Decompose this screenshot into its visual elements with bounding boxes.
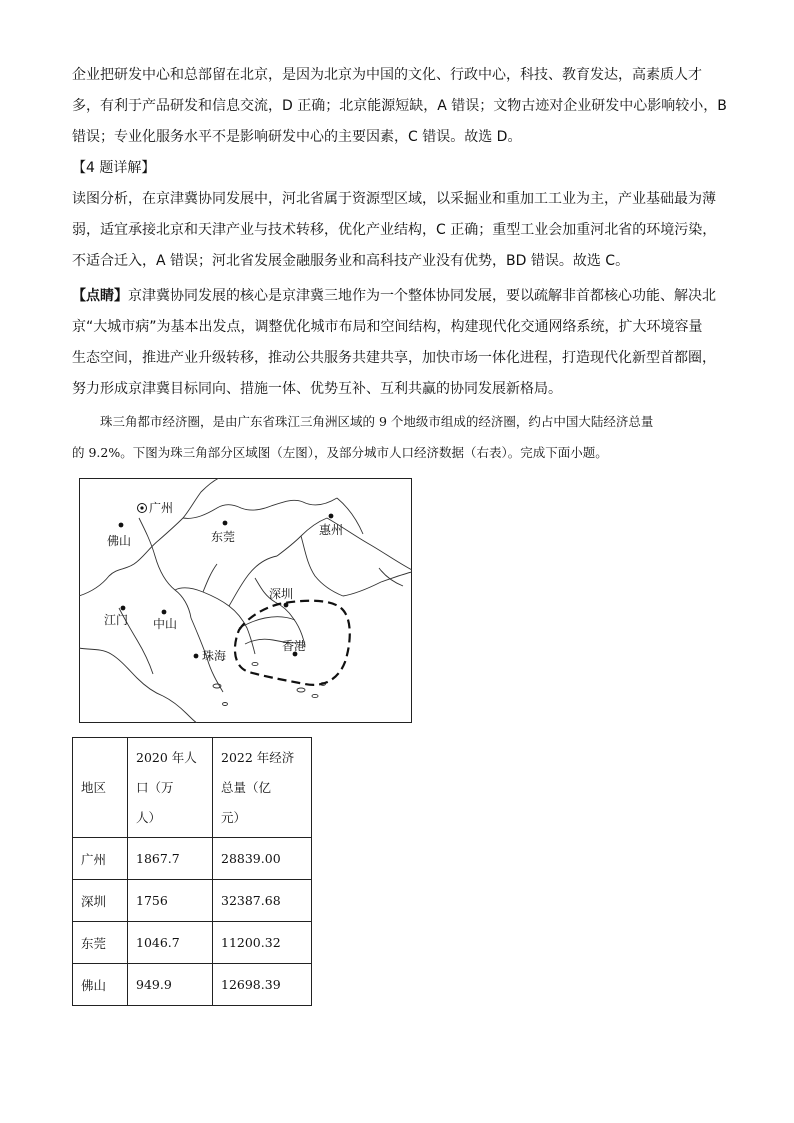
city-label-hongkong: 香港 (282, 639, 307, 653)
header-gdp (213, 738, 312, 838)
header-gdp-line: 元） (221, 809, 247, 825)
cell-region: 东莞 (73, 922, 128, 964)
table-row (73, 880, 312, 922)
remark-line: 生态空间，推进产业升级转移，推动公共服务共建共享，加快市场一体化进程，打造现代化新型首都圈， (72, 350, 716, 366)
cell-gdp: 11200.32 (213, 922, 312, 964)
zhuhai-marker (194, 654, 199, 659)
cell-population: 1867.7 (128, 838, 213, 880)
remark-line: 努力形成京津冀目标同向、措施一体、优势互补、互利共赢的协同发展新格局。 (72, 381, 562, 397)
question-intro (72, 406, 726, 468)
city-label-shenzhen: 深圳 (269, 587, 294, 601)
table-row (73, 922, 312, 964)
remark-line-first (72, 281, 726, 312)
city-label-zhongshan: 中山 (153, 617, 178, 631)
city-label-dongguan: 东莞 (211, 530, 236, 544)
header-population-line: 人） (136, 809, 162, 825)
cell-population: 1756 (128, 880, 213, 922)
shenzhen-marker (284, 603, 289, 608)
analysis-q3-line: 多，有利于产品研发和信息交流，D 正确；北京能源短缺，A 错误；文物古迹对企业研发中心影响较小，B (72, 98, 727, 114)
remark (72, 281, 726, 405)
table-row (73, 964, 312, 1006)
detail-q4-line: 读图分析，在京津冀协同发展中，河北省属于资源型区域，以采掘业和重加工工业为主，产业基础最为薄 (72, 191, 716, 207)
huizhou-marker (329, 514, 334, 519)
cell-population: 1046.7 (128, 922, 213, 964)
analysis-q3 (72, 60, 726, 153)
cell-region: 佛山 (73, 964, 128, 1006)
detail-q4-heading: 【4 题详解】 (72, 160, 156, 176)
city-label-zhuhai: 珠海 (202, 649, 227, 663)
cell-gdp: 32387.68 (213, 880, 312, 922)
header-population-line: 2020 年人 (136, 749, 197, 765)
detail-q4-line: 弱，适宜承接北京和天津产业与技术转移，优化产业结构，C 正确；重型工业会加重河北省的环境污染， (72, 222, 717, 238)
remark-label: 【点睛】 (72, 288, 128, 304)
question-intro-line: 的 9.2%。下图为珠三角部分区域图（左图），及部分城市人口经济数据（右表）。完成下面小题。 (72, 445, 608, 460)
pearl-river-delta-map (79, 478, 412, 723)
analysis-q3-line: 企业把研发中心和总部留在北京，是因为北京为中国的文化、行政中心，科技、教育发达，高素质人才 (72, 67, 702, 83)
dongguan-marker (223, 521, 228, 526)
guangzhou-marker-dot (140, 506, 143, 509)
remark-line: 京津冀协同发展的核心是京津冀三地作为一个整体协同发展，要以疏解非首都核心功能、解决北 (128, 288, 716, 304)
zhongshan-marker (162, 610, 167, 615)
city-label-jiangmen: 江门 (104, 613, 129, 627)
question-intro-line: 珠三角都市经济圈，是由广东省珠江三角洲区域的 9 个地级市组成的经济圈，约占中国大陆经济总量 (100, 414, 654, 429)
analysis-q3-line: 错误；专业化服务水平不是影响研发中心的主要因素，C 错误。故选 D。 (72, 129, 522, 145)
header-population (128, 738, 213, 838)
city-label-huizhou: 惠州 (319, 523, 344, 537)
table-header-row (73, 738, 312, 838)
cell-gdp: 12698.39 (213, 964, 312, 1006)
detail-q4-line: 不适合迁入，A 错误；河北省发展金融服务业和高科技产业没有优势，BD 错误。故选 C。 (72, 253, 630, 269)
cell-population: 949.9 (128, 964, 213, 1006)
population-economy-table (72, 737, 312, 1006)
cell-region: 广州 (73, 838, 128, 880)
header-region: 地区 (73, 738, 128, 838)
table-row (73, 838, 312, 880)
jiangmen-marker (121, 606, 126, 611)
foshan-marker (119, 523, 124, 528)
header-gdp-line: 2022 年经济 (221, 749, 295, 765)
remark-line: 京“大城市病”为基本出发点，调整优化城市布局和空间结构，构建现代化交通网络系统，扩大环境容量 (72, 319, 703, 335)
city-label-foshan: 佛山 (107, 534, 132, 548)
detail-q4 (72, 153, 726, 277)
cell-gdp: 28839.00 (213, 838, 312, 880)
header-gdp-line: 总量（亿 (221, 779, 272, 795)
header-population-line: 口（万 (136, 779, 174, 795)
cell-region: 深圳 (73, 880, 128, 922)
city-label-guangzhou: 广州 (149, 501, 174, 515)
